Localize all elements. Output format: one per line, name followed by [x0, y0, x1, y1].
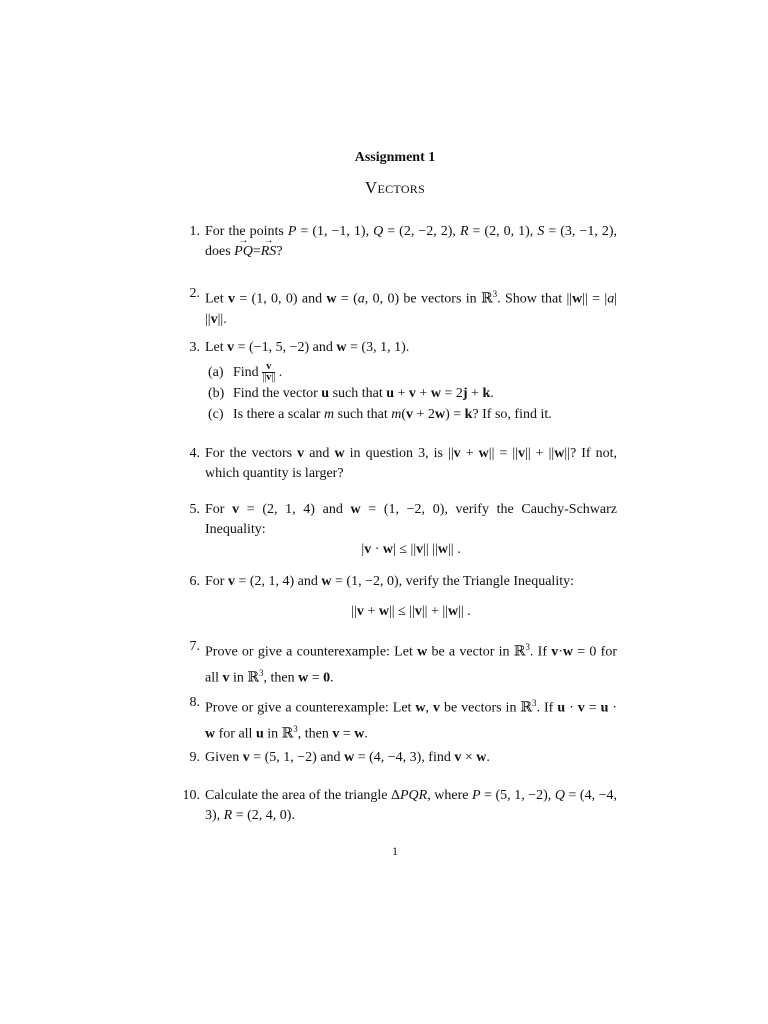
- problem-number: 10.: [182, 788, 200, 803]
- problem-number: 4.: [189, 446, 200, 461]
- problem-number: 5.: [189, 502, 200, 517]
- problem-text: Let v = (1, 0, 0) and w = (a, 0, 0) be vectors in ℝ$^3$. Show that ||w|| = |a| ||v||.: [205, 289, 618, 327]
- problem-6: [170, 572, 617, 622]
- problem-number: 2.: [189, 286, 200, 301]
- problem-text: Given v = (5, 1, −2) and w = (4, −4, 3), find v × w.: [205, 750, 490, 765]
- problem-text: For the points P = (1, −1, 1), Q = (2, −2, 2), R = (2, 0, 1), S = (3, −1, 2), does → PQ=→ RS?: [205, 222, 617, 262]
- problem-text: Prove or give a counterexample: Let w, v be vectors in ℝ$^3$. If u · v = u · w for all u in ℝ$^3$, then v = w.: [205, 698, 617, 742]
- assignment-subtitle: Vectors: [364, 178, 426, 197]
- problem-4: [170, 444, 617, 484]
- problem-10: [170, 786, 617, 826]
- problem-text: Let v = (−1, 5, −2) and w = (3, 1, 1).: [205, 340, 410, 355]
- subpart-b: (b) Find the vector u such that u + v + w = 2j + k.: [208, 383, 617, 404]
- problem-number: 7.: [189, 639, 200, 654]
- problem-number: 8.: [189, 695, 200, 710]
- subpart-label: (c): [208, 407, 224, 423]
- problem-9: [170, 748, 617, 768]
- assignment-title: Assignment 1: [354, 150, 436, 165]
- subpart-c: (c) Is there a scalar m such that m(v + 2w) = k? If so, find it.: [208, 404, 617, 425]
- problem-text: For the vectors v and w in question 3, is ||v + w|| = ||v|| + ||w||? If not, which quantity is larger?: [205, 446, 618, 481]
- problem-number: 6.: [189, 574, 200, 589]
- problem-2: [170, 284, 617, 330]
- page-number: 1: [392, 844, 398, 858]
- display-equation: |v · w| ≤ ||v|| ||w|| .: [361, 542, 461, 557]
- problem-7: [170, 637, 617, 688]
- subpart-a: (a) Find $\frac{v}{||v||}$ .: [208, 361, 283, 384]
- problem-8: [170, 693, 617, 744]
- problem-text: Prove or give a counterexample: Let w be a vector in ℝ$^3$. If v·w = 0 for all v in ℝ$^3$, then w = 0.: [205, 642, 617, 686]
- problem-number: 3.: [189, 340, 200, 355]
- problem-text: For v = (2, 1, 4) and w = (1, −2, 0), verify the Cauchy-Schwarz Inequality:: [205, 502, 618, 537]
- display-equation: ||v + w|| ≤ ||v|| + ||w|| .: [351, 604, 471, 619]
- subpart-label: (a): [208, 365, 224, 380]
- problem-3: [170, 338, 617, 425]
- problem-text: Calculate the area of the triangle ΔPQR, where P = (5, 1, −2), Q = (4, −4, 3), R = (2, 4, 0).: [205, 788, 618, 823]
- subpart-label: (b): [208, 386, 225, 402]
- problem-5: [170, 500, 617, 560]
- problem-number: 9.: [189, 750, 200, 765]
- problem-text: For v = (2, 1, 4) and w = (1, −2, 0), verify the Triangle Inequality:: [205, 574, 574, 589]
- problem-number: 1.: [189, 224, 200, 239]
- problem-1: [170, 222, 617, 262]
